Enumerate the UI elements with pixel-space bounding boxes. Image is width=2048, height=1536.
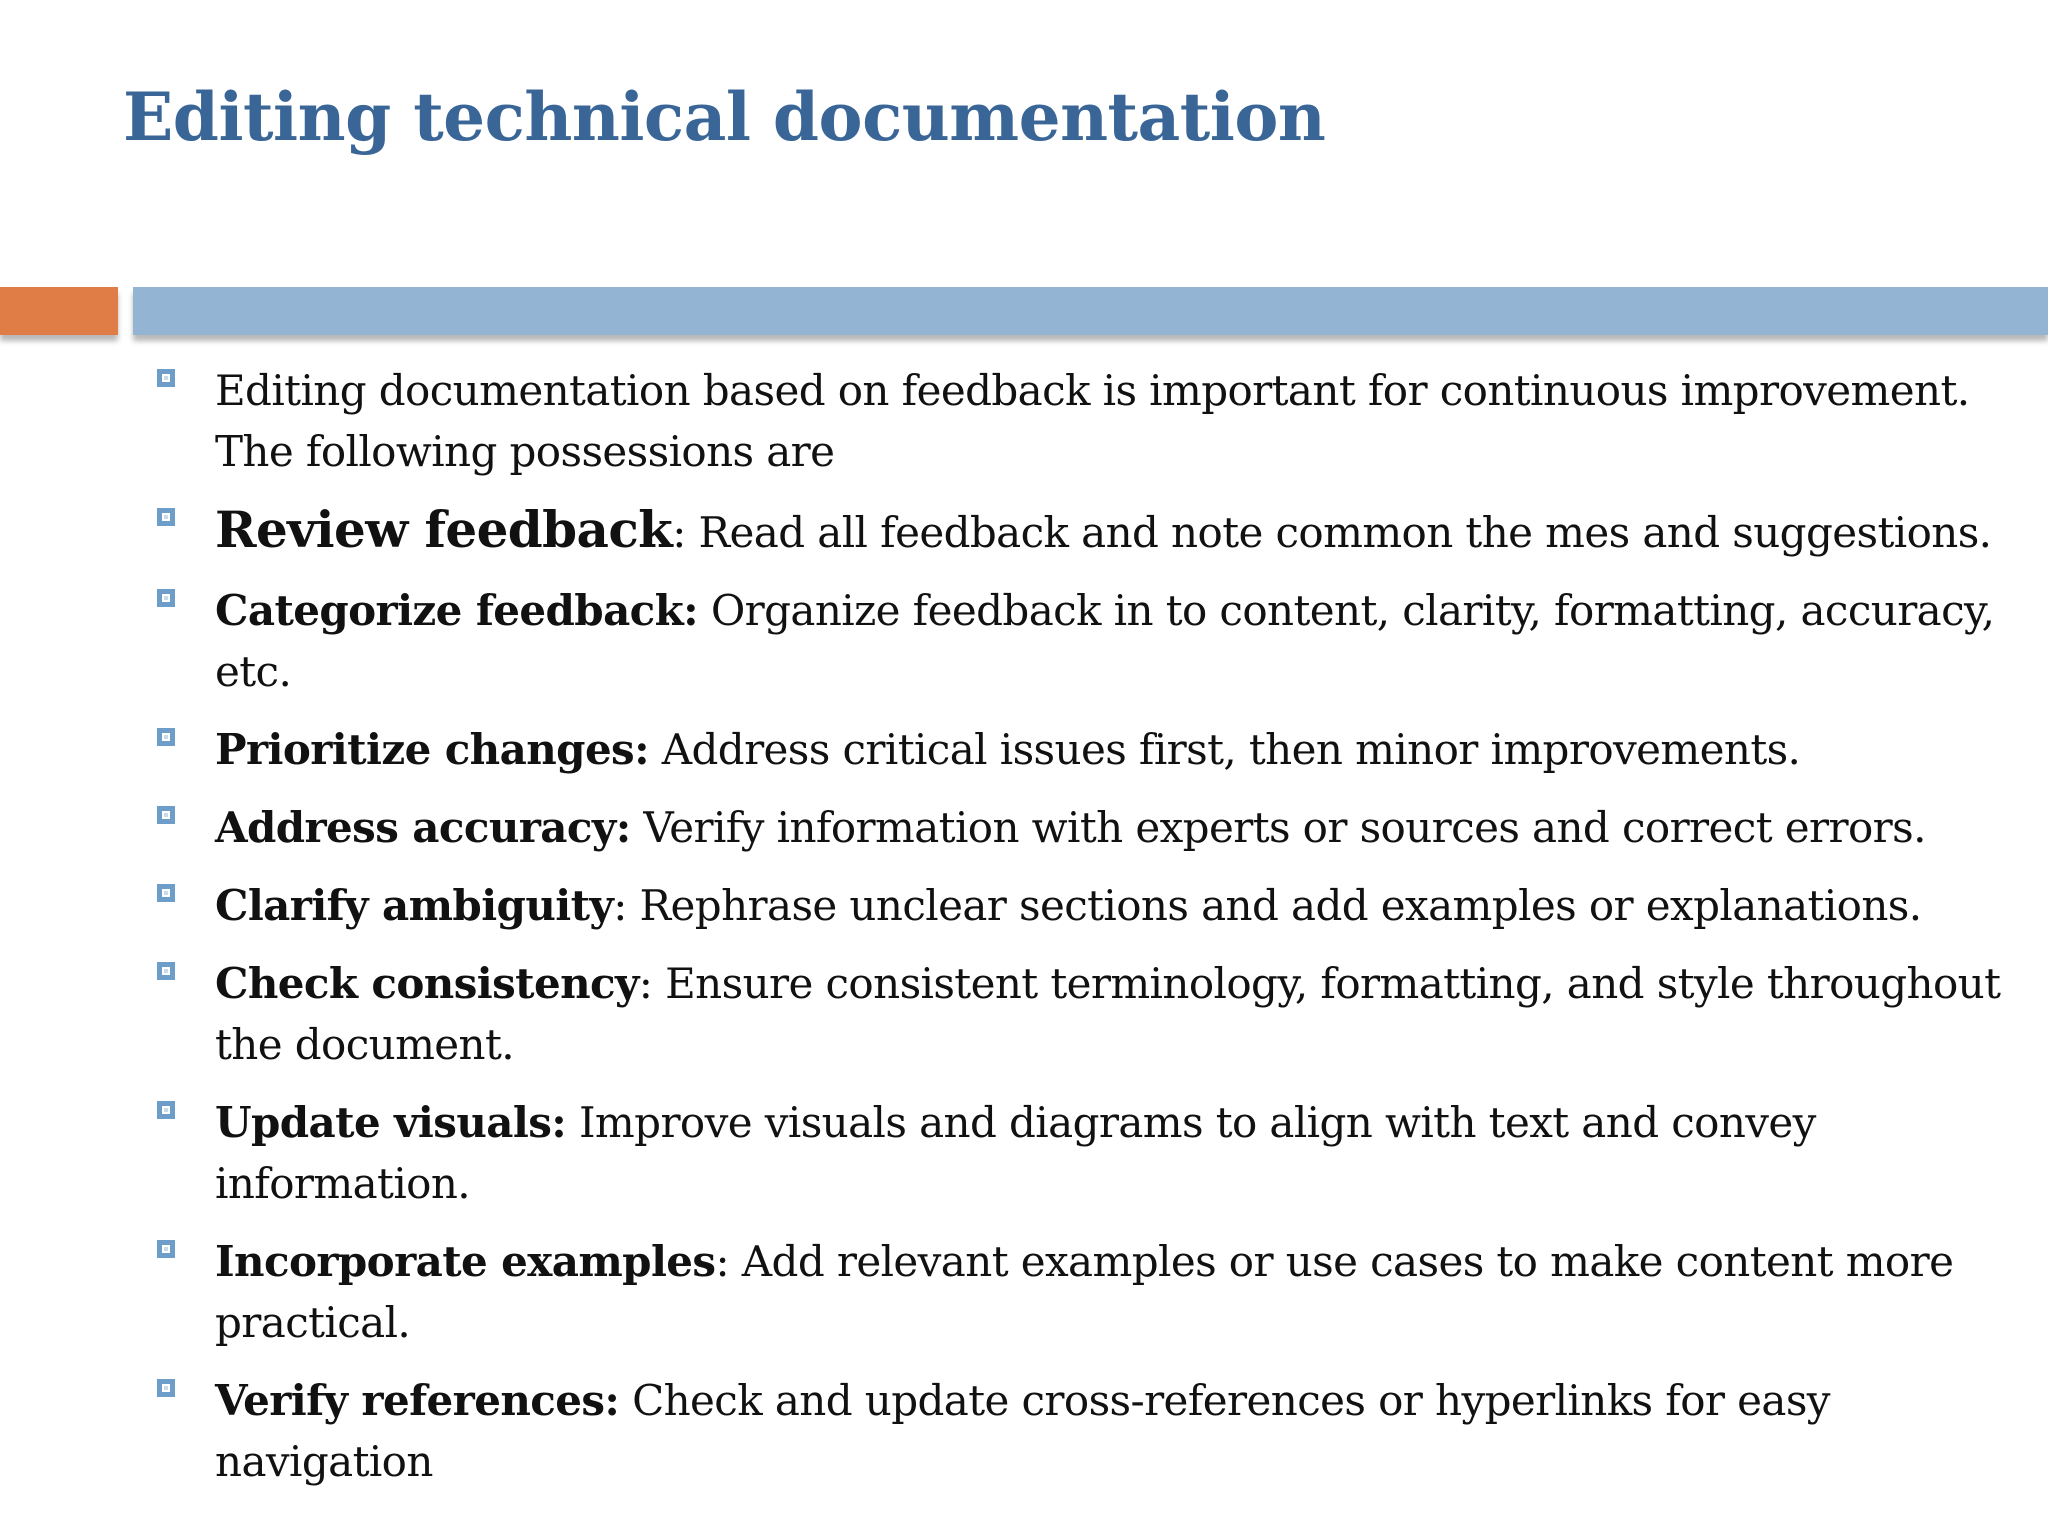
bullet-term: Clarify ambiguity	[215, 881, 614, 930]
bullet-item	[155, 953, 2025, 1075]
bullet-term: Categorize feedback:	[215, 586, 699, 635]
square-bullet-icon	[157, 962, 175, 980]
bullet-item	[155, 1370, 2025, 1492]
bullet-term: Address accuracy:	[215, 803, 631, 852]
bullet-text: Read all feedback and note common the mes and suggestions.	[685, 508, 1992, 557]
bullet-term: Check consistency	[215, 959, 639, 1008]
bullet-list	[155, 360, 2025, 1509]
square-bullet-icon	[157, 1101, 175, 1119]
bullet-text: Address critical issues first, then minor improvements.	[649, 725, 1801, 774]
bullet-separator: :	[715, 1237, 730, 1286]
bullet-term: Verify references:	[215, 1376, 620, 1425]
bullet-text: Check and update cross-references or hyperlinks for easy navigation	[215, 1376, 1830, 1486]
square-bullet-icon	[157, 508, 175, 526]
bullet-item	[155, 499, 2025, 563]
square-bullet-icon	[157, 1379, 175, 1397]
accent-bar-orange	[0, 287, 118, 335]
bullet-item	[155, 1231, 2025, 1353]
square-bullet-icon	[157, 728, 175, 746]
bullet-separator: :	[638, 959, 653, 1008]
bullet-term: Update visuals:	[215, 1098, 567, 1147]
square-bullet-icon	[157, 1240, 175, 1258]
bullet-item	[155, 875, 2025, 936]
square-bullet-icon	[157, 884, 175, 902]
bullet-separator: :	[672, 508, 686, 557]
accent-bar-blue	[133, 287, 2048, 335]
bullet-item	[155, 797, 2025, 858]
bullet-term: Prioritize changes:	[215, 725, 650, 774]
bullet-term: Review feedback	[215, 500, 673, 559]
bullet-text: Organize feedback in to content, clarity, formatting, accuracy, etc.	[215, 586, 1995, 696]
square-bullet-icon	[157, 806, 175, 824]
bullet-item	[155, 1092, 2025, 1214]
bullet-item	[155, 580, 2025, 702]
bullet-text: Rephrase unclear sections and add examples or explanations.	[626, 881, 1922, 930]
bullet-item	[155, 719, 2025, 780]
slide-title: Editing technical documentation	[123, 78, 1326, 156]
bullet-text: Verify information with experts or sources and correct errors.	[630, 803, 1926, 852]
bullet-item-intro	[155, 360, 2025, 482]
bullet-separator: :	[613, 881, 627, 930]
bullet-term: Incorporate examples	[215, 1237, 716, 1286]
bullet-intro-text: Editing documentation based on feedback is important for continuous improvement. The following possessions are	[215, 366, 1970, 476]
bullet-text: Add relevant examples or use cases to make content more practical.	[215, 1237, 1954, 1347]
bullet-text: Ensure consistent terminology, formatting, and style throughout the document.	[215, 959, 2001, 1069]
square-bullet-icon	[157, 369, 175, 387]
bullet-text: Improve visuals and diagrams to align with text and convey information.	[215, 1098, 1816, 1208]
square-bullet-icon	[157, 589, 175, 607]
